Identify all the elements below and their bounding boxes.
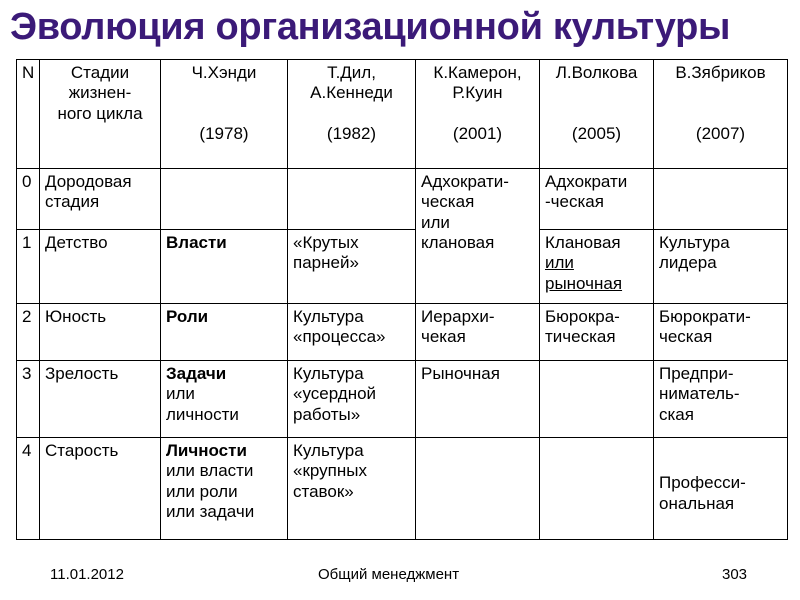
row-number: 3 [17, 361, 40, 438]
stage-cell: Юность [40, 304, 161, 361]
deal-cell [288, 169, 416, 230]
volkova-cell: Адхократи -ческая [540, 169, 654, 230]
volkova-cell: Клановая или рыночная [540, 230, 654, 304]
deal-cell: Культура «усердной работы» [288, 361, 416, 438]
zyabrikov-cell: Професси- ональная [654, 438, 788, 540]
row-number: 2 [17, 304, 40, 361]
volkova-cell [540, 438, 654, 540]
table-row [17, 361, 788, 438]
stage-cell: Старость [40, 438, 161, 540]
row-number: 0 [17, 169, 40, 230]
zyabrikov-cell: Предпри- ниматель- ская [654, 361, 788, 438]
header-zyabrikov: В.Зябриков (2007) [654, 60, 788, 169]
header-number: N [17, 60, 40, 169]
row-number: 1 [17, 230, 40, 304]
table-header-row [17, 60, 788, 169]
header-deal-kennedy: Т.Дил, А.Кеннеди (1982) [288, 60, 416, 169]
footer-page-number: 303 [722, 566, 748, 583]
volkova-cell: Бюрокра- тическая [540, 304, 654, 361]
zyabrikov-cell: Бюрократи- ческая [654, 304, 788, 361]
zyabrikov-cell [654, 169, 788, 230]
header-volkova: Л.Волкова (2005) [540, 60, 654, 169]
cameron-cell [416, 438, 540, 540]
cameron-cell: Рыночная [416, 361, 540, 438]
handy-cell: Задачи или личности [161, 361, 288, 438]
page-title: Эволюция организационной культуры [10, 6, 731, 48]
handy-cell: Власти [161, 230, 288, 304]
handy-cell: Роли [161, 304, 288, 361]
table-row [17, 230, 788, 304]
table-row [17, 304, 788, 361]
deal-cell: Культура «крупных ставок» [288, 438, 416, 540]
volkova-cell [540, 361, 654, 438]
handy-cell [161, 169, 288, 230]
footer-course: Общий менеджмент [318, 566, 460, 583]
table-row [17, 438, 788, 540]
zyabrikov-cell: Культура лидера [654, 230, 788, 304]
table-row [17, 169, 788, 230]
handy-cell: Личности или власти или роли или задачи [161, 438, 288, 540]
evolution-table [16, 59, 788, 540]
cameron-cell: Иерархи- чекая [416, 304, 540, 361]
footer-date: 11.01.2012 [50, 566, 124, 583]
row-number: 4 [17, 438, 40, 540]
cameron-cell: Адхократи- ческая или клановая [416, 169, 540, 304]
header-stages: Стадии жизнен- ного цикла [40, 60, 161, 169]
header-cameron-quinn: К.Камерон, Р.Куин (2001) [416, 60, 540, 169]
header-handy: Ч.Хэнди (1978) [161, 60, 288, 169]
stage-cell: Детство [40, 230, 161, 304]
stage-cell: Дородовая стадия [40, 169, 161, 230]
deal-cell: Культура «процесса» [288, 304, 416, 361]
deal-cell: «Крутых парней» [288, 230, 416, 304]
stage-cell: Зрелость [40, 361, 161, 438]
